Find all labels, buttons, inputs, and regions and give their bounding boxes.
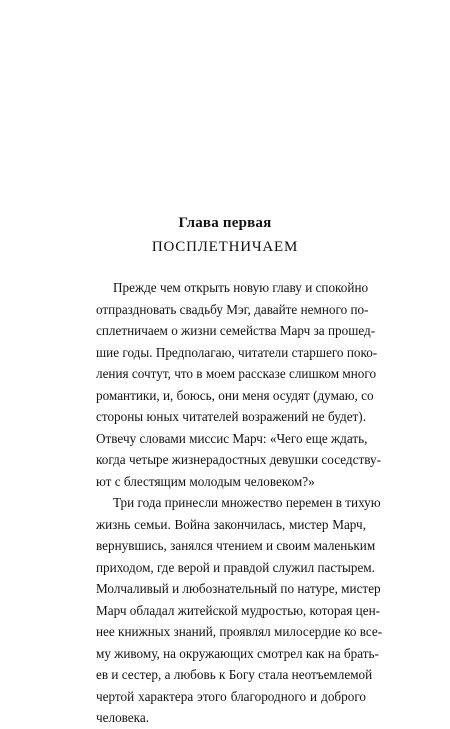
chapter-title: ПОСПЛЕТНИЧАЕМ [151, 239, 299, 255]
text-line: нее книжных знаний, проявлял милосердие ко все- [96, 624, 383, 639]
paragraph-1 [96, 277, 381, 492]
text-line: жизнь семьи. Война закончилась, мистер Марч, [96, 516, 366, 532]
text-line: отпраздновать свадьбу Мэг, давайте немного по- [96, 301, 369, 317]
paragraph-2 [96, 492, 383, 729]
text-line: сплетничаем о жизни семейства Марч за прошед- [96, 323, 376, 338]
text-line: Молчаливый и любознательный по натуре, мистер [96, 581, 381, 596]
text-line: му живому, на окружающих смотрел как на брать- [96, 645, 379, 661]
text-line: Марч обладал житейской мудростью, которая цен- [96, 602, 381, 618]
text-line: стороны юных читателей возражений не будет). [96, 409, 366, 424]
body-text [96, 277, 383, 729]
text-line: приходом, где верой и правдой служил пастырем. [96, 559, 375, 575]
text-line: когда четыре жизнерадостных девушки соседству- [96, 452, 381, 467]
chapter-number: Глава первая [178, 215, 272, 231]
text-line: Прежде чем открыть новую главу и спокойно [113, 280, 369, 295]
text-line: ления сочтут, что в моем рассказе слишком много [96, 366, 377, 381]
text-line: Отвечу словами миссис Марч: «Чего еще ждать, [96, 430, 368, 446]
text-line: романтики, и, боюсь, они меня осудят (думаю, со [96, 387, 374, 403]
text-line: вернувшись, занялся чтением и своим маленьким [96, 538, 376, 553]
text-line: шие годы. Предполагаю, читатели старшего поко- [96, 344, 378, 360]
text-line: ев и сестер, а любовь к Богу стала неотъемлемой [96, 667, 373, 682]
text-line: человека. [96, 710, 150, 725]
chapter-heading [0, 212, 450, 258]
text-line: Три года принесли множество перемен в тихую [113, 495, 381, 510]
text-line: чертой характера этого благородного и доброго [96, 688, 366, 704]
text-line: ют с блестящим молодым человеком?» [96, 473, 315, 489]
